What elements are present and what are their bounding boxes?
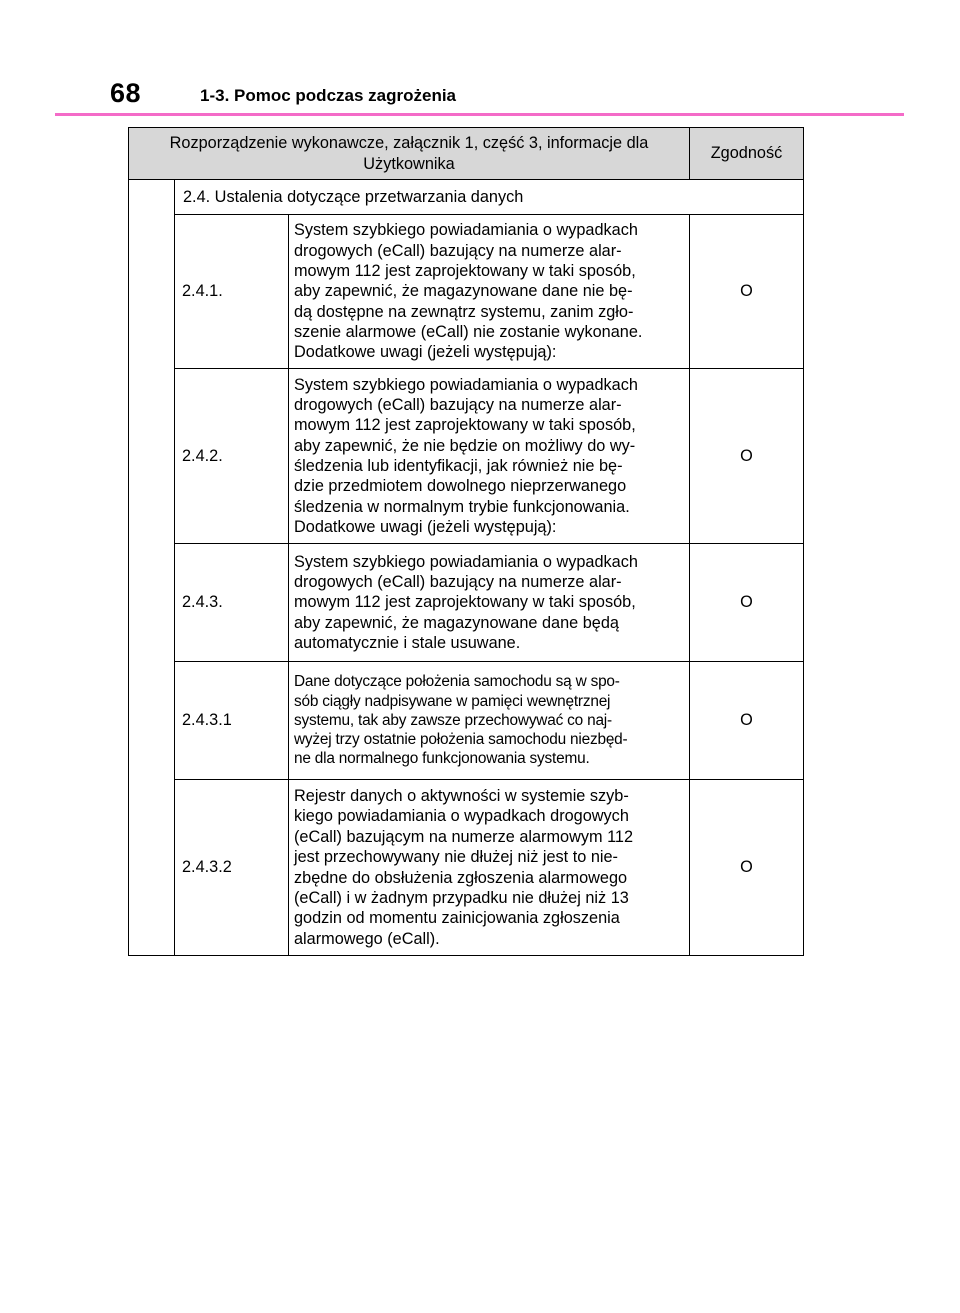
description-line: automatycznie i stale usuwane. bbox=[294, 634, 521, 653]
description-line: drogowych (eCall) bazujący na numerze alar- bbox=[294, 395, 622, 414]
description-line: Dodatkowe uwagi (jeżeli występują): bbox=[294, 343, 557, 362]
description-line: śledzenia lub identyfikacji, jak również nie bę- bbox=[294, 457, 623, 475]
description-line: alarmowego (eCall). bbox=[294, 929, 440, 948]
row-number: 2.4.3.2 bbox=[175, 780, 289, 956]
column-header-regulation-line1: Rozporządzenie wykonawcze, załącznik 1, część 3, informacje dla bbox=[169, 134, 649, 153]
description-line: szenie alarmowe (eCall) nie zostanie wykonane. bbox=[294, 323, 643, 342]
row-number: 2.4.2. bbox=[175, 369, 289, 544]
column-header-regulation bbox=[129, 128, 690, 180]
row-description bbox=[289, 544, 690, 662]
description-line: System szybkiego powiadamiania o wypadkach bbox=[294, 221, 638, 240]
compliance-mark: O bbox=[690, 544, 804, 662]
row-description bbox=[289, 215, 690, 369]
row-number: 2.4.3.1 bbox=[175, 662, 289, 780]
column-header-compliance: Zgodność bbox=[690, 128, 804, 180]
description-line: śledzenia w normalnym trybie funkcjonowania. bbox=[294, 497, 630, 516]
description-line: jest przechowywany nie dłużej niż jest to nie- bbox=[294, 848, 618, 867]
description-line: ne dla normalnego funkcjonowania systemu. bbox=[294, 750, 590, 768]
description-line: System szybkiego powiadamiania o wypadkach bbox=[294, 375, 638, 394]
description-line: Dane dotyczące położenia samochodu są w spo- bbox=[294, 673, 620, 691]
table-row bbox=[129, 662, 804, 780]
table-row bbox=[129, 369, 804, 544]
description-line: mowym 112 jest zaprojektowany w taki sposób, bbox=[294, 261, 636, 280]
description-line: dą dostępne na zewnątrz systemu, zanim zgło- bbox=[294, 302, 634, 321]
description-line: aby zapewnić, że magazynowane dane będą bbox=[294, 613, 619, 632]
column-header-regulation-line2: Użytkownika bbox=[363, 154, 455, 173]
description-line: aby zapewnić, że nie będzie on możliwy do wy- bbox=[294, 436, 636, 455]
compliance-mark: O bbox=[690, 215, 804, 369]
description-line: (eCall) bazującym na numerze alarmowym 112 bbox=[294, 827, 634, 846]
description-line: mowym 112 jest zaprojektowany w taki sposób, bbox=[294, 416, 636, 435]
compliance-table bbox=[128, 127, 804, 956]
left-spacer-cell bbox=[129, 180, 175, 956]
description-line: systemu, tak aby zawsze przechowywać co naj- bbox=[294, 711, 612, 729]
description-line: sób ciągły nadpisywane w pamięci wewnętrznej bbox=[294, 692, 611, 710]
description-line: drogowych (eCall) bazujący na numerze alar- bbox=[294, 572, 622, 591]
page-number: 68 bbox=[110, 78, 142, 108]
description-line: Dodatkowe uwagi (jeżeli występują): bbox=[294, 518, 557, 537]
row-number: 2.4.1. bbox=[175, 215, 289, 369]
description-line: drogowych (eCall) bazujący na numerze alar- bbox=[294, 241, 622, 260]
section-heading-row bbox=[129, 180, 804, 215]
description-line: kiego powiadamiania o wypadkach drogowych bbox=[294, 807, 629, 826]
description-line: mowym 112 jest zaprojektowany w taki sposób, bbox=[294, 593, 636, 612]
compliance-mark: O bbox=[690, 662, 804, 780]
row-description bbox=[289, 369, 690, 544]
description-line: (eCall) i w żadnym przypadku nie dłużej niż 13 bbox=[294, 888, 629, 907]
table-row bbox=[129, 544, 804, 662]
header-divider bbox=[55, 113, 904, 116]
row-number: 2.4.3. bbox=[175, 544, 289, 662]
page-header bbox=[110, 78, 910, 114]
compliance-mark: O bbox=[690, 369, 804, 544]
compliance-mark: O bbox=[690, 780, 804, 956]
description-line: dzie przedmiotem dowolnego nieprzerwanego bbox=[294, 477, 627, 496]
table-row bbox=[129, 215, 804, 369]
table-row bbox=[129, 780, 804, 956]
description-line: wyżej trzy ostatnie położenia samochodu niezbęd- bbox=[294, 731, 628, 749]
row-description bbox=[289, 662, 690, 780]
section-heading: 2.4. Ustalenia dotyczące przetwarzania danych bbox=[175, 180, 804, 215]
row-description bbox=[289, 780, 690, 956]
section-title: 1-3. Pomoc podczas zagrożenia bbox=[200, 86, 457, 105]
table-header-row bbox=[129, 128, 804, 180]
description-line: Rejestr danych o aktywności w systemie szyb- bbox=[294, 787, 629, 806]
description-line: zbędne do obsłużenia zgłoszenia alarmowego bbox=[294, 868, 628, 887]
description-line: aby zapewnić, że magazynowane dane nie bę- bbox=[294, 282, 633, 301]
description-line: System szybkiego powiadamiania o wypadkach bbox=[294, 552, 638, 571]
description-line: godzin od momentu zainicjowania zgłoszenia bbox=[294, 909, 620, 928]
